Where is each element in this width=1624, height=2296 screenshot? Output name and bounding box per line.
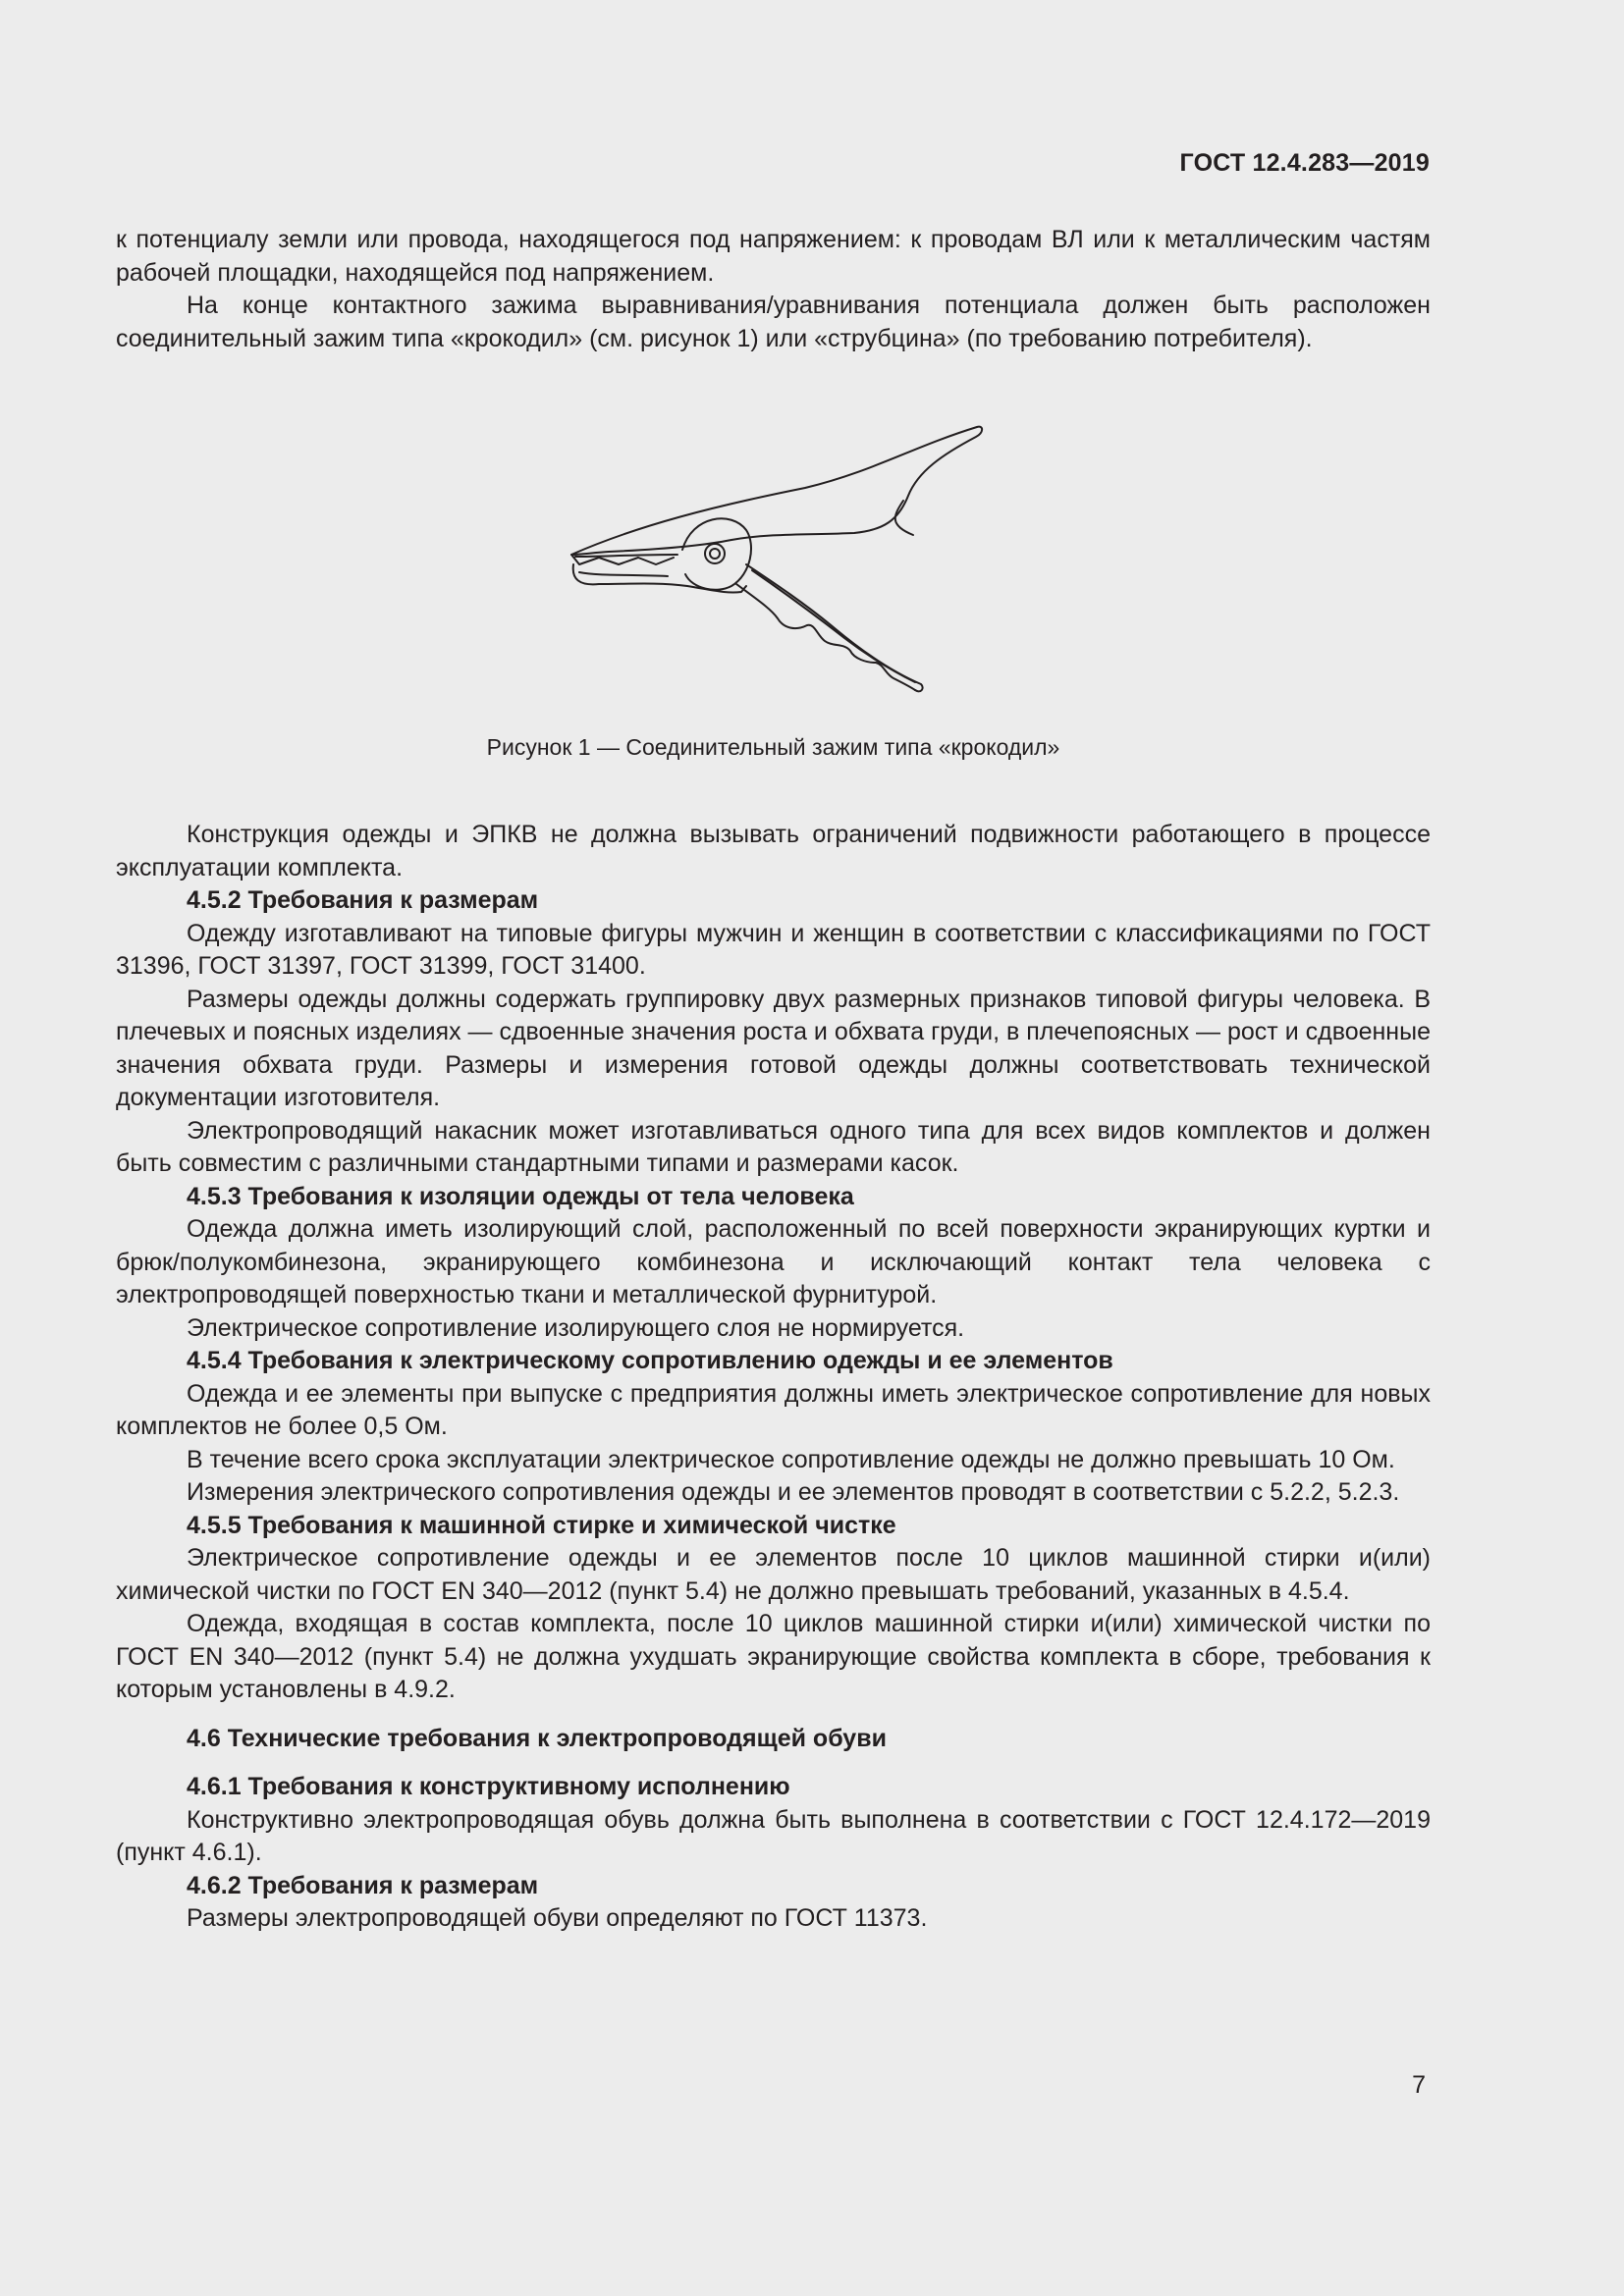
paragraph: Электропроводящий накасник может изготавливаться одного типа для всех видов комплектов и должен быть совместим с различными стандартными типами и размерами касок. (116, 1116, 1431, 1177)
section-heading-4-5-4: 4.5.4 Требования к электрическому сопротивлению одежды и ее элементов (187, 1347, 1113, 1374)
document-header-id: ГОСТ 12.4.283—2019 (1179, 149, 1430, 177)
section-heading-4-5-5: 4.5.5 Требования к машинной стирке и химической чистке (187, 1511, 896, 1539)
paragraph: Электрическое сопротивление изолирующего слоя не нормируется. (187, 1313, 965, 1342)
paragraph: В течение всего срока эксплуатации электрическое сопротивление одежды не должно превышать 10 Ом. (187, 1445, 1395, 1473)
section-heading-4-5-3: 4.5.3 Требования к изоляции одежды от тела человека (187, 1182, 854, 1210)
paragraph: Конструктивно электропроводящая обувь должна быть выполнена в соответствии с ГОСТ 12.4.172—2019 (пункт 4.6.1). (116, 1805, 1431, 1866)
paragraph: Размеры одежды должны содержать группировку двух размерных признаков типовой фигуры человека. В плечевых и поясных изделиях — сдвоенные значения роста и обхвата груди, в плечепоясных — рост и сдвоенные значения обхвата груди. Размеры и измерения готовой одежды должны соответствовать технической документации изготовителя. (116, 985, 1431, 1111)
page-number: 7 (1412, 2071, 1426, 2099)
figure-caption: Рисунок 1 — Соединительный зажим типа «крокодил» (486, 734, 1060, 760)
paragraph: Одежда должна иметь изолирующий слой, расположенный по всей поверхности экранирующих куртки и брюк/полукомбинезона, экранирующего комбинезона и исключающий контакт тела человека с электропроводящей поверхностью ткани и металлической фурнитурой. (116, 1215, 1431, 1308)
paragraph: Одежду изготавливают на типовые фигуры мужчин и женщин в соответствии с классификациями по ГОСТ 31396, ГОСТ 31397, ГОСТ 31399, ГОСТ 31400. (116, 919, 1431, 980)
paragraph: Одежда, входящая в состав комплекта, после 10 циклов машинной стирки и(или) химической чистки по ГОСТ EN 340—2012 (пункт 5.4) не должна ухудшать экранирующие свойства комплекта в сборе, требования к которым установлены в 4.9.2. (116, 1610, 1431, 1703)
section-heading-4-6: 4.6 Технические требования к электропроводящей обуви (187, 1724, 887, 1752)
section-heading-4-6-1: 4.6.1 Требования к конструктивному исполнению (187, 1773, 790, 1800)
paragraph: На конце контактного зажима выравнивания/уравнивания потенциала должен быть расположен соединительный зажим типа «крокодил» (см. рисунок 1) или «струбцина» (по требованию потребителя). (116, 292, 1431, 352)
paragraph: к потенциалу земли или провода, находящегося под напряжением: к проводам ВЛ или к металлическим частям рабочей площадки, находящейся под напряжением. (116, 226, 1431, 287)
paragraph: Измерения электрического сопротивления одежды и ее элементов проводят в соответствии с 5.2.2, 5.2.3. (187, 1478, 1400, 1506)
paragraph: Размеры электропроводящей обуви определяют по ГОСТ 11373. (187, 1904, 928, 1932)
main-text (116, 819, 1431, 1936)
section-heading-4-5-2: 4.5.2 Требования к размерам (187, 886, 539, 914)
paragraph: Конструкция одежды и ЭПКВ не должна вызывать ограничений подвижности работающего в процессе эксплуатации комплекта. (116, 821, 1431, 881)
paragraph: Одежда и ее элементы при выпуске с предприятия должны иметь электрическое сопротивление для новых комплектов не более 0,5 Ом. (116, 1379, 1431, 1440)
intro-text (116, 224, 1431, 355)
section-heading-4-6-2: 4.6.2 Требования к размерам (187, 1871, 539, 1899)
crocodile-clip-figure (560, 417, 992, 702)
crocodile-clip-drawing-icon (560, 417, 992, 702)
paragraph: Электрическое сопротивление одежды и ее элементов после 10 циклов машинной стирки и(или) химической чистки по ГОСТ EN 340—2012 (пункт 5.4) не должно превышать требований, указанных в 4.5.4. (116, 1544, 1431, 1605)
